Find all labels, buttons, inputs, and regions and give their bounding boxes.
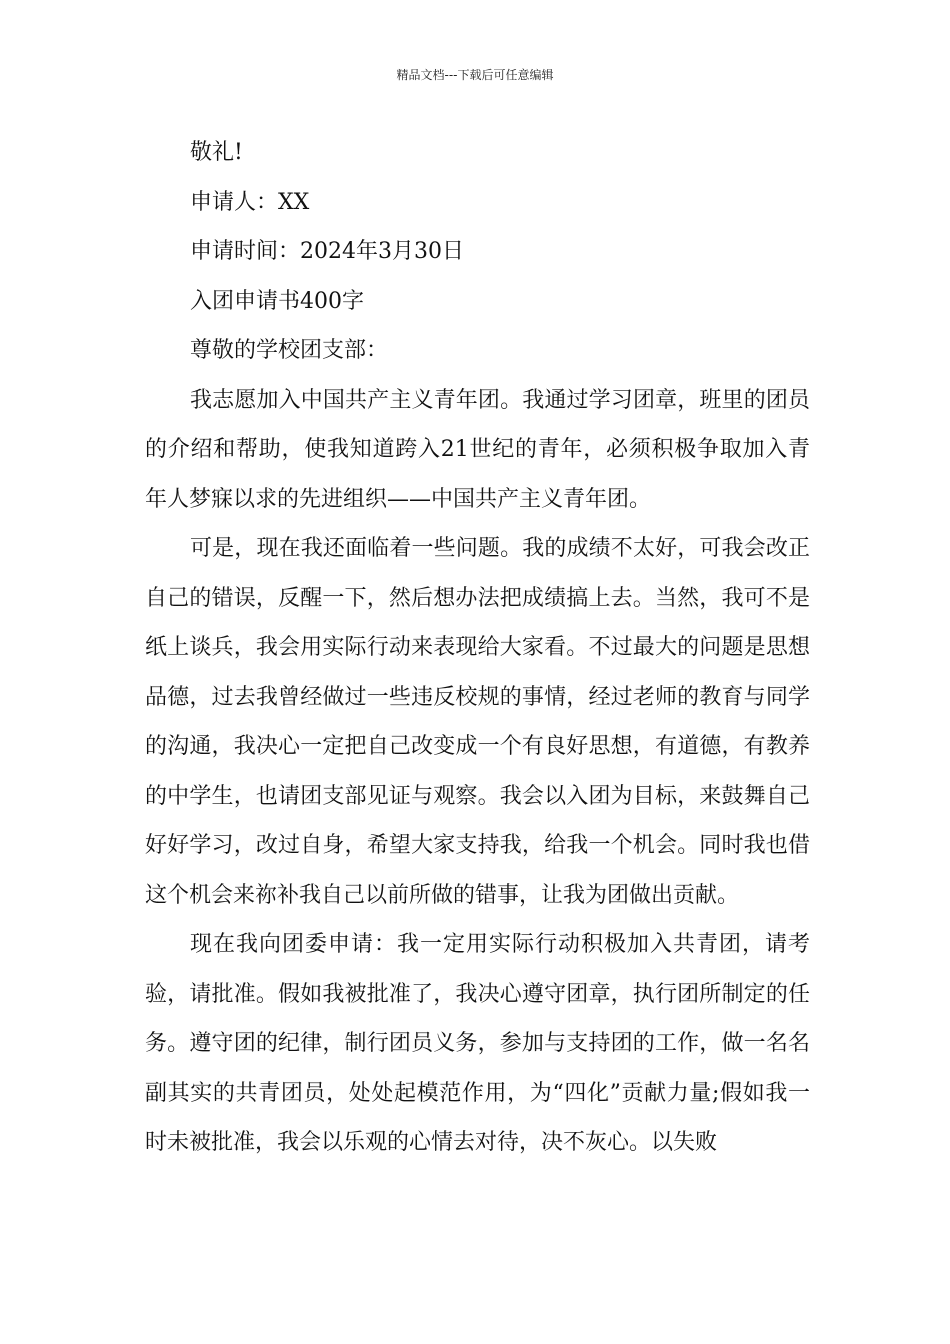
document-body: [145, 128, 810, 1168]
body-paragraph: 现在我向团委申请：我一定用实际行动积极加入共青团，请考验，请批准。假如我被批准了，我决心遵守团章，执行团所制定的任务。遵守团的纪律，制行团员义务，参加与支持团的工作，做一名名副其实的共青团员，处处起模范作用，为“四化”贡献力量;假如我一时未被批准，我会以乐观的心情去对待，决不灰心。以失败: [145, 932, 810, 1155]
applicant-line: 申请人：XX: [190, 189, 310, 215]
closing-salutation: 敬礼!: [190, 140, 243, 165]
body-paragraph: 可是，现在我还面临着一些问题。我的成绩不太好，可我会改正自己的错误，反醒一下，然后想办法把成绩搞上去。当然，我可不是纸上谈兵，我会用实际行动来表现给大家看。不过最大的问题是思想品德，过去我曾经做过一些违反校规的事情，经过老师的教育与同学的沟通，我决心一定把自己改变成一个有良好思想，有道德，有教养的中学生，也请团支部见证与观察。我会以入团为目标，来鼓舞自己好好学习，改过自身，希望大家支持我，给我一个机会。同时我也借这个机会来祢补我自己以前所做的错事，让我为团做出贡献。: [145, 536, 810, 908]
section-title: 入团申请书400字: [190, 288, 364, 314]
page-header: 精品文档---下载后可任意编辑: [396, 68, 554, 82]
body-paragraph: 我志愿加入中国共产主义青年团。我通过学习团章，班里的团员的介绍和帮助，使我知道跨入21世纪的青年，必须积极争取加入青年人梦寐以求的先进组织——中国共产主义青年团。: [145, 387, 810, 512]
application-date-line: 申请时间：2024年3月30日: [190, 239, 464, 264]
greeting: 尊敬的学校团支部：: [190, 338, 389, 363]
